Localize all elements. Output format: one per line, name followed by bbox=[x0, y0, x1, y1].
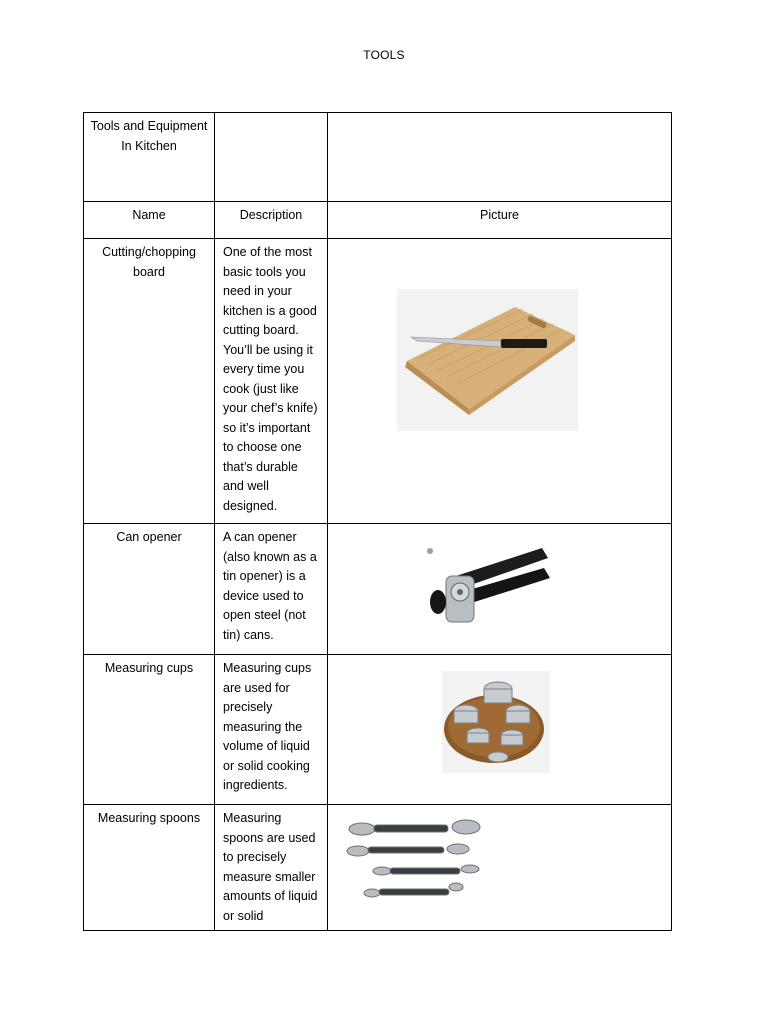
tool-picture-cell bbox=[328, 805, 672, 931]
column-header-name: Name bbox=[84, 202, 215, 239]
title-row bbox=[84, 113, 672, 202]
tool-description: Measuring cups are used for precisely measuring the volume of liquid or solid cooking ingredients. bbox=[215, 655, 328, 805]
table-row bbox=[84, 524, 672, 655]
tool-picture-cell bbox=[328, 655, 672, 805]
tools-table bbox=[83, 112, 672, 931]
empty-cell bbox=[328, 113, 672, 202]
header-row bbox=[84, 202, 672, 239]
cutting-board-with-knife-image bbox=[397, 289, 578, 431]
tool-name: Cutting/chopping board bbox=[84, 239, 215, 524]
tool-name: Can opener bbox=[84, 524, 215, 655]
measuring-spoons-image bbox=[342, 815, 488, 903]
tool-picture-cell bbox=[328, 239, 672, 524]
table-title: Tools and Equipment In Kitchen bbox=[84, 113, 215, 202]
table-row bbox=[84, 805, 672, 931]
table-row bbox=[84, 655, 672, 805]
measuring-cups-image bbox=[442, 671, 550, 773]
tool-name: Measuring cups bbox=[84, 655, 215, 805]
tool-picture-cell bbox=[328, 524, 672, 655]
page-header: TOOLS bbox=[363, 48, 405, 62]
tool-description: Measuring spoons are used to precisely measure smaller amounts of liquid or solid bbox=[215, 805, 328, 931]
tool-description: A can opener (also known as a tin opener) is a device used to open steel (not tin) cans. bbox=[215, 524, 328, 655]
column-header-description: Description bbox=[215, 202, 328, 239]
column-header-picture: Picture bbox=[328, 202, 672, 239]
empty-cell bbox=[215, 113, 328, 202]
tool-name: Measuring spoons bbox=[84, 805, 215, 931]
can-opener-image bbox=[424, 546, 554, 636]
tool-description: One of the most basic tools you need in your kitchen is a good cutting board. You’ll be using it every time you cook (just like your chef’s knife) so it’s important to choose one that’s durable and well designed. bbox=[215, 239, 328, 524]
table-row bbox=[84, 239, 672, 524]
